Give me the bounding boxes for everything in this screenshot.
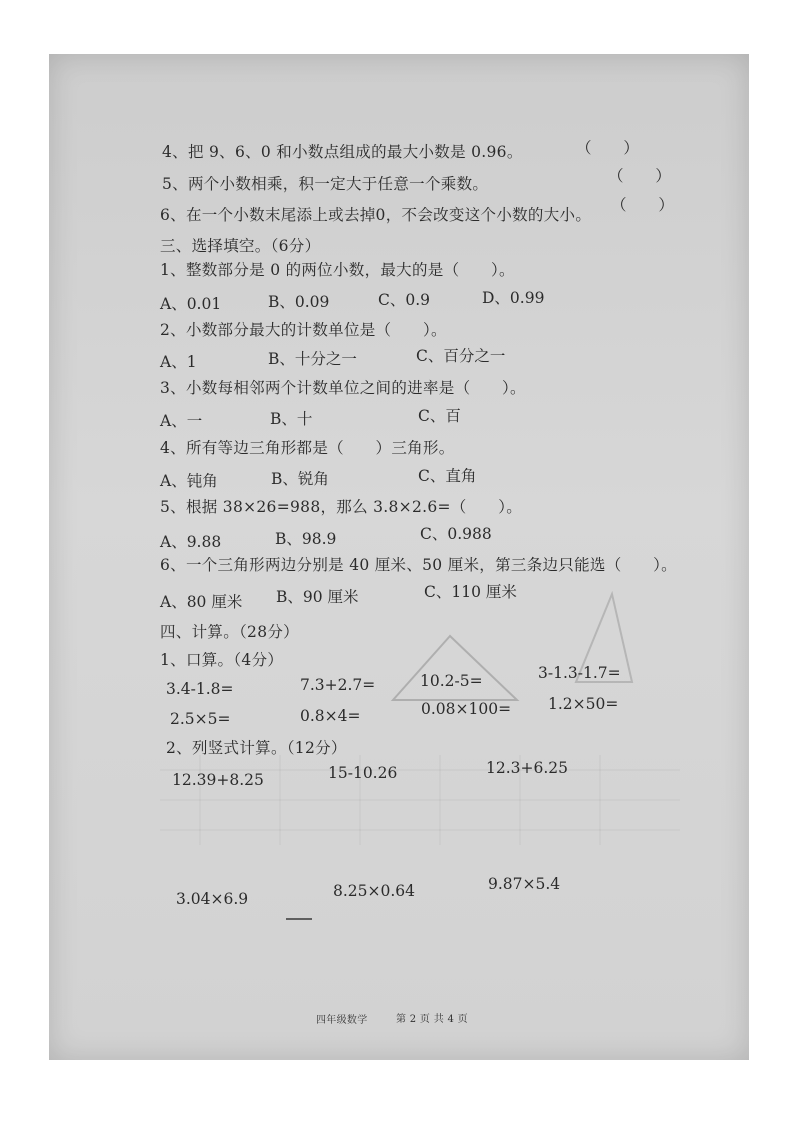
bleed-through-triangle-left [385, 632, 525, 704]
question: 4、所有等边三角形都是（ ）三角形。 [160, 439, 455, 457]
judge-text: 6、在一个小数末尾添上或去掉0，不会改变这个小数的大小。 [160, 206, 592, 224]
vertical-item: 8.25×0.64 [333, 882, 416, 900]
dash-mark [286, 918, 312, 920]
option-c[interactable]: C、0.9 [378, 291, 431, 309]
oral-item: 0.08×100= [421, 700, 512, 718]
option-c[interactable]: C、0.988 [420, 525, 492, 543]
vertical-item: 15-10.26 [328, 764, 398, 782]
oral-item: 2.5×5= [170, 710, 231, 728]
question: 5、根据 38×26=988，那么 3.8×2.6=（ ）。 [160, 498, 523, 516]
answer-paren[interactable]: （ ） [611, 196, 675, 214]
option-b[interactable]: B、0.09 [268, 293, 330, 311]
bleed-through-grid [160, 755, 680, 845]
vertical-item: 9.87×5.4 [488, 875, 561, 893]
option-a[interactable]: A、9.88 [160, 533, 222, 551]
judge-item [162, 172, 488, 194]
option-a[interactable]: A、0.01 [160, 295, 222, 313]
option-d[interactable]: D、0.99 [482, 289, 545, 307]
judge-item [162, 140, 523, 162]
question: 3、小数每相邻两个计数单位之间的进率是（ ）。 [160, 379, 526, 397]
subsection-title: 2、列竖式计算。（12分） [166, 739, 347, 757]
footer-subject: 四年级数学 [316, 1015, 368, 1026]
answer-paren[interactable]: （ ） [608, 167, 672, 185]
option-b[interactable]: B、十 [270, 410, 313, 428]
oral-item: 3.4-1.8= [166, 680, 234, 698]
option-b[interactable]: B、锐角 [271, 470, 329, 488]
option-a[interactable]: A、一 [160, 412, 203, 430]
footer-page: 第 2 页 共 4 页 [396, 1014, 468, 1025]
option-c[interactable]: C、直角 [418, 467, 477, 485]
option-a[interactable]: A、钝角 [160, 472, 218, 490]
question: 6、一个三角形两边分别是 40 厘米、50 厘米，第三条边只能选（ ）。 [160, 556, 677, 574]
vertical-item: 12.3+6.25 [486, 759, 569, 777]
judge-item [160, 203, 591, 225]
option-c[interactable]: C、百 [418, 407, 461, 425]
option-b[interactable]: B、90 厘米 [276, 588, 359, 606]
oral-item: 3-1.3-1.7= [538, 664, 621, 682]
oral-item: 0.8×4= [300, 707, 361, 725]
oral-item: 1.2×50= [548, 695, 619, 713]
oral-item: 10.2-5= [420, 672, 483, 690]
vertical-item: 3.04×6.9 [176, 890, 249, 908]
section-title: 四、计算。（28分） [160, 623, 299, 641]
question: 2、小数部分最大的计数单位是（ ）。 [160, 321, 447, 339]
option-b[interactable]: B、98.9 [275, 530, 337, 548]
judge-text: 5、两个小数相乘，积一定大于任意一个乘数。 [162, 175, 489, 193]
answer-paren[interactable]: （ ） [576, 139, 640, 157]
oral-item: 7.3+2.7= [300, 676, 376, 694]
subsection-title: 1、口算。（4分） [160, 651, 284, 669]
option-a[interactable]: A、80 厘米 [160, 593, 243, 611]
section-title: 三、选择填空。（6分） [160, 237, 321, 255]
option-c[interactable]: C、百分之一 [416, 347, 506, 365]
option-c[interactable]: C、110 厘米 [424, 583, 517, 601]
vertical-item: 12.39+8.25 [172, 771, 264, 789]
judge-text: 4、把 9、6、0 和小数点组成的最大小数是 0.96。 [162, 143, 523, 161]
question: 1、整数部分是 0 的两位小数，最大的是（ ）。 [160, 261, 515, 279]
option-a[interactable]: A、1 [160, 353, 197, 371]
option-b[interactable]: B、十分之一 [268, 350, 357, 368]
